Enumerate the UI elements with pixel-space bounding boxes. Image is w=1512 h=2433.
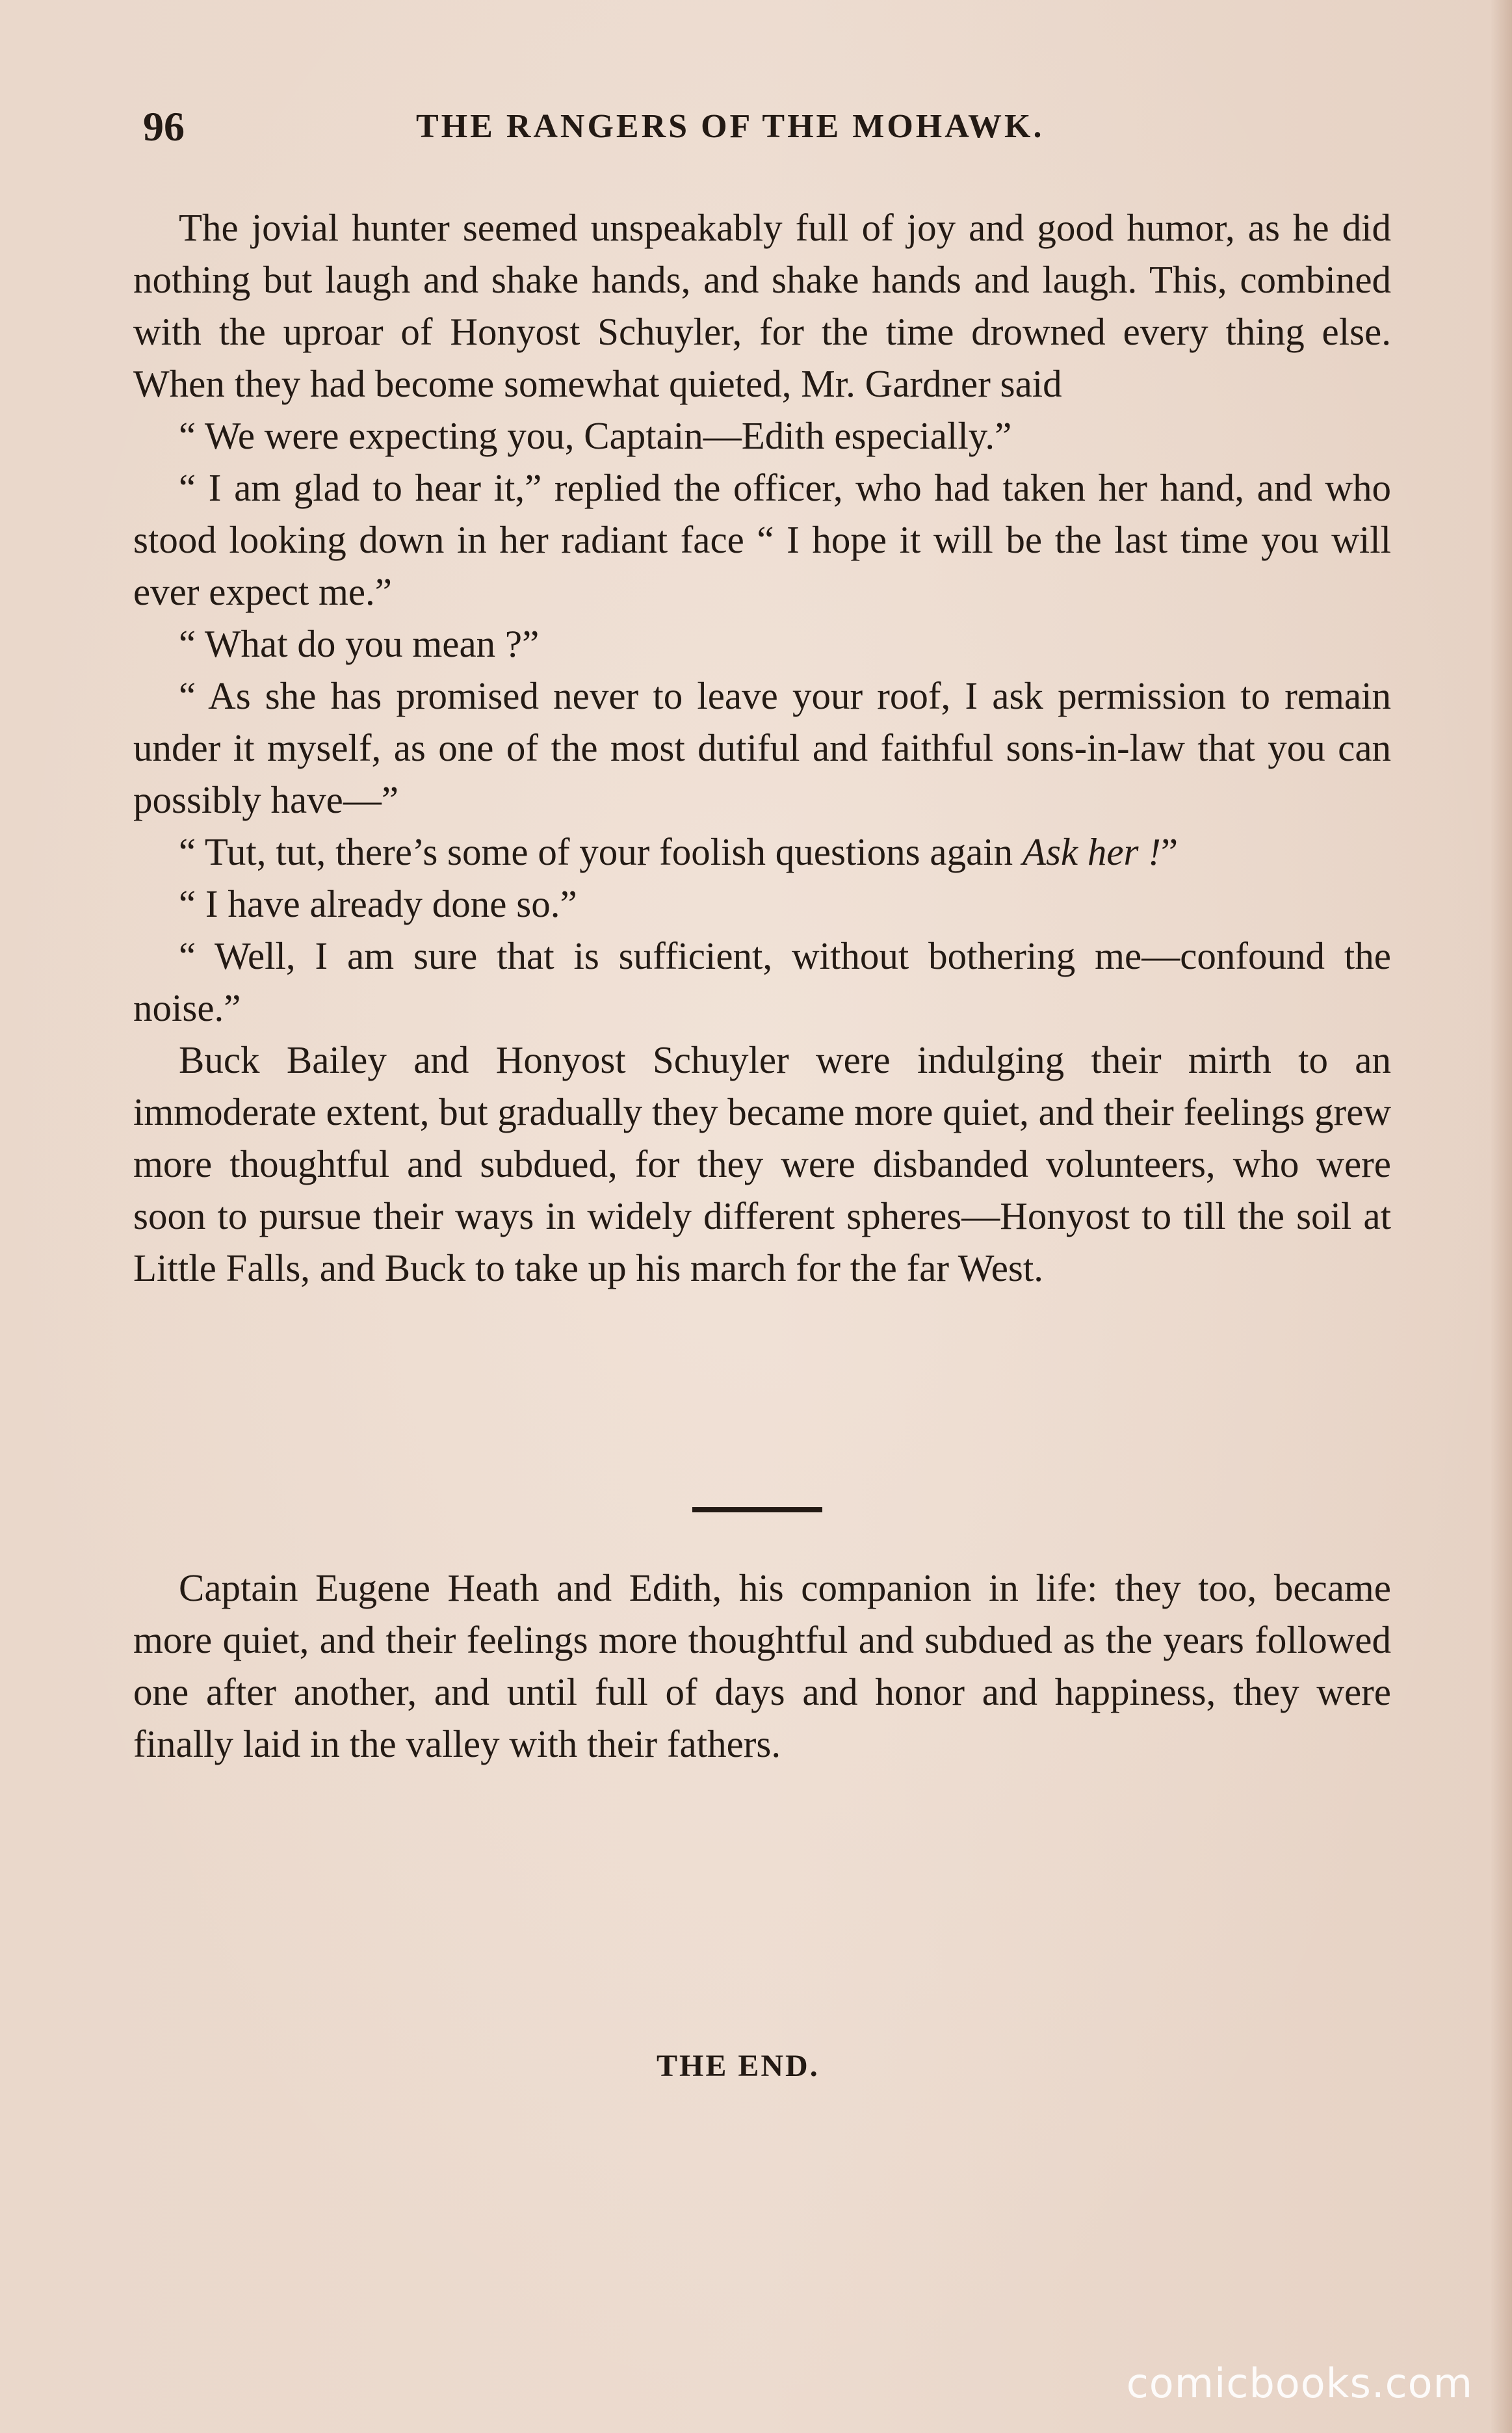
closing-quote: ” <box>1160 830 1179 873</box>
page-number: 96 <box>143 103 185 150</box>
paragraph: “ We were expecting you, Captain—Edith especially.” <box>179 414 1012 457</box>
italic-text: Ask her ! <box>1022 830 1161 873</box>
page-edge-shadow <box>1490 0 1512 2433</box>
paragraph: “ What do you mean ?” <box>179 622 540 665</box>
the-end-label: THE END. <box>657 2049 820 2083</box>
watermark: comicbooks.com <box>1126 2360 1473 2407</box>
running-head: THE RANGERS OF THE MOHAWK. <box>416 108 1045 145</box>
paragraph: “ I have already done so.” <box>179 882 577 925</box>
section-divider <box>692 1507 822 1512</box>
paragraph: “ I am glad to hear it,” replied the officer, who had taken her hand, and who stood looking down in her radiant face “ I hope it will be the last time you will ever expect me.” <box>133 466 1391 613</box>
paragraph: “ Well, I am sure that is sufficient, without bothering me—confound the noise.” <box>133 934 1391 1029</box>
closing-text <box>133 1562 1391 1770</box>
paragraph-text: “ Tut, tut, there’s some of your foolish questions again <box>179 830 1023 873</box>
page-header <box>143 98 1391 156</box>
paragraph: “ As she has promised never to leave your roof, I ask permission to remain under it myself, as one of the most dutiful and faithful sons-in-law that you can possibly have—” <box>133 674 1391 821</box>
paragraph: Buck Bailey and Honyost Schuyler were indulging their mirth to an immoderate extent, but gradually they became more quiet, and their feelings grew more thoughtful and subdued, for they were disbanded volunteers, who were soon to pursue their ways in widely different spheres—Honyost to till the soil at Little Falls, and Buck to take up his march for the far West. <box>133 1038 1391 1289</box>
paragraph: Captain Eugene Heath and Edith, his companion in life: they too, became more quiet, and their feelings more thoughtful and subdued as the years followed one after another, and until full of days and honor and happiness, they were finally laid in the valley with their fathers. <box>133 1566 1391 1765</box>
paragraph <box>133 826 1391 878</box>
body-text <box>133 202 1391 1294</box>
paragraph: The jovial hunter seemed unspeakably full of joy and good humor, as he did nothing but laugh and shake hands, and shake hands and laugh. This, combined with the uproar of Honyost Schuyler, for the time drowned every thing else. When they had become somewhat quieted, Mr. Gardner said <box>133 206 1391 405</box>
